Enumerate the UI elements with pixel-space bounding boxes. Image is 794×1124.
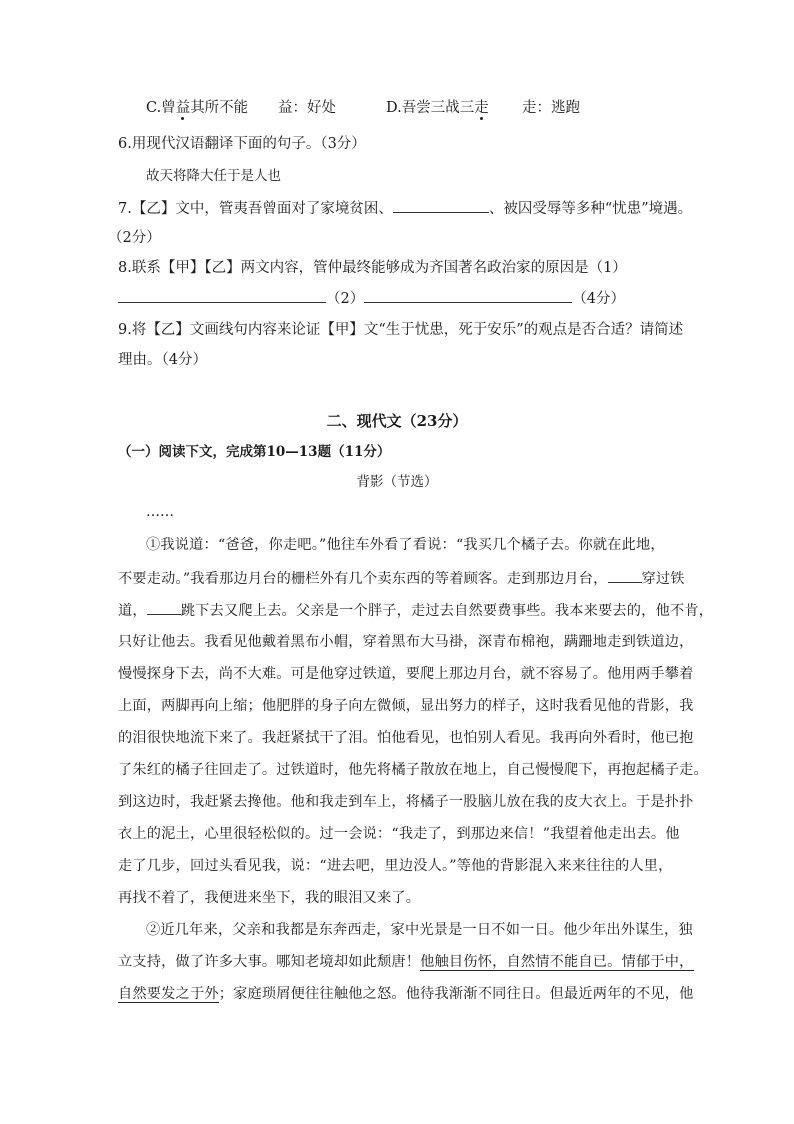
para1-line2-tail: 穿过铁 (641, 571, 685, 587)
para1-line7: 的泪很快地流下来了。我赶紧拭干了泪。怕他看见，也怕别人看见。我再向外看时，他已抱 (118, 730, 694, 746)
para1-line10: 衣上的泥土，心里很轻松似的。过一会说：“我走了，到那边来信！”我望着他走出去。他 (118, 826, 680, 842)
para1-line12: 再找不着了，我便进来坐下，我的眼泪又来了。 (118, 890, 421, 906)
q5-d-gloss: 走：逃跑 (522, 100, 580, 116)
q5-c-dot-char: 益 (175, 100, 191, 116)
para2-underlined-sentence-2: 自然要发之于外 (118, 986, 219, 1002)
para2-underlined-sentence-1: 他触目伤怀，自然情不能自已。情郁于中， (420, 954, 694, 970)
para1-line6: 上面，两脚再向上缩；他肥胖的身子向左微倾，显出努力的样子，这时我看见他的背影，我 (118, 698, 694, 714)
para2-line2 (118, 952, 694, 972)
section2-title: 二、现代文（23分） (326, 412, 468, 430)
q8-prompt: 8.联系【甲】【乙】两文内容，管仲最终能够成为齐国著名政治家的原因是（1） (118, 260, 627, 276)
para1-line1: ①我说道：“爸爸，你走吧。”他往车外看了看说：“我买几个橘子去。你就在此地， (146, 537, 665, 553)
q5-c-prefix: C.曾 (146, 100, 176, 116)
para1-line3-text: 跳下去又爬上去。父亲是一个胖子，走过去自然要费事些。我本来要去的，他不肯， (180, 603, 714, 619)
q7-part2: 、被囚受辱等多种“忧患”境遇。 (488, 201, 693, 217)
para1-line2 (118, 568, 685, 589)
para1-line9: 到这边时，我赶紧去搀他。他和我走到车上，将橘子一股脑儿放在我的皮大衣上。于是扑扑 (118, 794, 694, 810)
q7-score: （2分） (108, 230, 161, 246)
para2-line3-text: ；家庭琐屑便往往触他之怒。他待我渐渐不同往日。但最近两年的不见，他 (218, 986, 694, 1002)
q9-line2: 理由。（4分） (118, 352, 207, 368)
q8-mid: （2） (326, 291, 365, 307)
para1-line4: 只好让他去。我看见他戴着黑布小帽，穿着黑布大马褂，深青布棉袍，蹒跚地走到铁道边， (118, 634, 694, 650)
q8-blank-2[interactable] (364, 288, 572, 303)
q7-text (118, 198, 692, 219)
para1-line11: 走了几步，回过头看见我，说：“进去吧，里边没人。”等他的背影混入来来往往的人里， (118, 858, 673, 874)
q8-answer-line (118, 288, 625, 309)
para1-line3 (118, 600, 713, 621)
section2-subtitle: （一）阅读下文，完成第10—13题（11分） (118, 444, 391, 460)
q7-part1: 7.【乙】文中，管夷吾曾面对了家境贫困、 (118, 201, 393, 217)
q5-d-prefix: D.吾尝三战三 (386, 100, 475, 116)
ellipsis: …… (146, 504, 174, 520)
q8-score: （4分） (572, 291, 625, 307)
q7-blank[interactable] (393, 198, 489, 213)
q5-option-d (386, 98, 489, 118)
article-title: 背影（节选） (356, 474, 438, 490)
q5-c-suffix: 其所不能 (190, 100, 249, 116)
q6-sentence: 故天将降大任于是人也 (146, 168, 281, 184)
para1-line3-head: 道， (118, 603, 147, 619)
q6-prompt: 6.用现代汉语翻译下面的句子。（3分） (118, 136, 366, 152)
para1-line5: 慢慢探身下去，尚不大难。可是他穿过铁道，要爬上那边月台，就不容易了。他用两手攀着 (118, 666, 694, 682)
q8-blank-1[interactable] (118, 288, 326, 303)
q5-d-dot-char: 走 (474, 100, 489, 116)
para1-blank-1[interactable] (608, 568, 642, 583)
q5-option-c (146, 98, 248, 118)
para2-line1: ②近几年来，父亲和我都是东奔西走，家中光景是一日不如一日。他少年出外谋生，独 (146, 922, 693, 938)
para1-line8: 了朱红的橘子往回走了。过铁道时，他先将橘子散放在地上，自己慢慢爬下，再抱起橘子走。 (118, 762, 708, 778)
q9-line1: 9.将【乙】文画线句内容来论证【甲】文“生于忧患，死于安乐”的观点是否合适？请简述 (118, 322, 684, 338)
para2-line2-text: 立支持，做了许多大事。哪知老境却如此颓唐！ (118, 954, 421, 970)
q5-c-gloss: 益：好处 (278, 100, 336, 116)
para1-line2-text: 不要走动。”我看那边月台的栅栏外有几个卖东西的等着顾客。走到那边月台， (118, 571, 608, 587)
para1-blank-2[interactable] (147, 600, 181, 615)
para2-line3 (118, 984, 694, 1004)
